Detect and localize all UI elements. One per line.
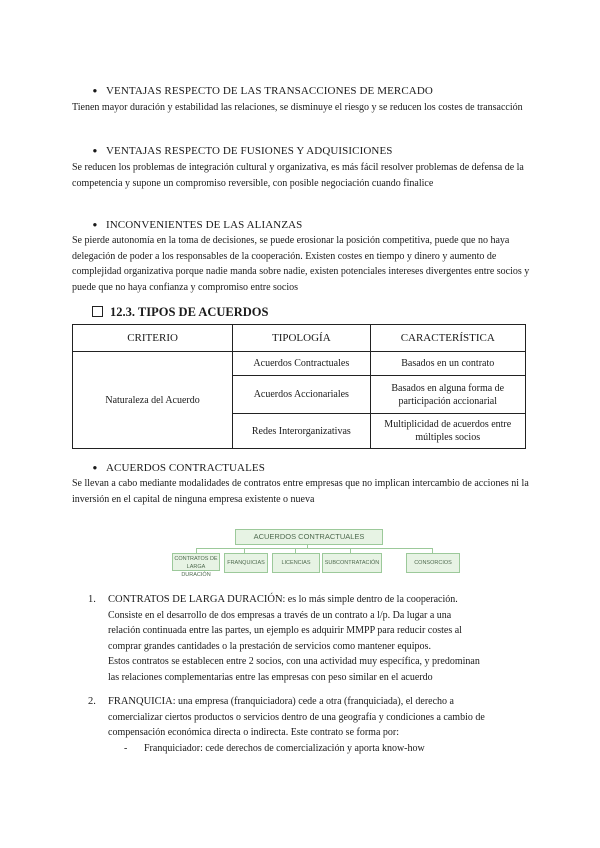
header-tipologia: TIPOLOGÍA [233, 325, 370, 352]
list-item-title: FRANQUICIA [108, 696, 173, 707]
diagram-root: ACUERDOS CONTRACTUALES [235, 529, 383, 545]
page-heading: 12.3. TIPOS DE ACUERDOS [92, 305, 268, 320]
list-item-title: CONTRATOS DE LARGA DURACIÓN [108, 594, 283, 605]
diagram-child: CONSORCIOS [406, 553, 460, 573]
diagram-child: LICENCIAS [272, 553, 320, 573]
bullet-icon: ● [92, 220, 98, 229]
section-body-drawbacks: Se pierde autonomía en la toma de decisiones, se puede erosionar la posición competitiva, puede que no haya delegación de poder a los responsables de la cooperación. Existen costes en tiempo y dinero y aumento de complejidad organizativa porque nadie manda sobre nadie, existen potenciales intereses divergentes entre socios y puede que no haya confianza y compromiso entre socios [72, 235, 530, 293]
diagram-connector [196, 548, 432, 549]
tipologia-cell: Redes Interorganizativas [233, 414, 370, 449]
tipologia-cell: Acuerdos Accionariales [233, 376, 370, 414]
header-criterio: CRITERIO [73, 325, 233, 352]
caracteristica-cell: Multiplicidad de acuerdos entre múltiples socios [370, 414, 526, 449]
bullet-icon: ● [92, 463, 98, 472]
diagram-child: FRANQUICIAS [224, 553, 268, 573]
section-body-contractual: Se llevan a cabo mediante modalidades de contratos entre empresas que no implican intercambio de acciones ni la inversión en el capital de ninguna empresa existente o nueva [72, 478, 529, 505]
section-title-drawbacks: ● INCONVENIENTES DE LAS ALIANZAS [106, 219, 302, 231]
caracteristica-cell: Basados en alguna forma de participación accionarial [370, 376, 526, 414]
table-header-row [73, 325, 526, 352]
header-caracteristica: CARACTERÍSTICA [370, 325, 526, 352]
list-number: 2. [88, 696, 96, 707]
diagram-child: SUBCONTRATACIÓN [322, 553, 382, 573]
bullet-icon: ● [92, 146, 98, 155]
checkbox-square-icon [92, 306, 103, 317]
caracteristica-cell: Basados en un contrato [370, 352, 526, 376]
tipologia-cell: Acuerdos Contractuales [233, 352, 370, 376]
agreements-table [72, 324, 526, 449]
list-number: 1. [88, 594, 96, 605]
diagram-child: CONTRATOS DE LARGA DURACIÓN [172, 553, 220, 571]
section-title-mergers: ● VENTAJAS RESPECTO DE FUSIONES Y ADQUISICIONES [106, 145, 393, 157]
sub-item: - Franquiciador: cede derechos de comercialización y aporta know-how [108, 741, 538, 757]
dash-bullet: - [124, 742, 128, 754]
table-row [73, 352, 526, 376]
bullet-icon: ● [92, 86, 98, 95]
criterion-cell: Naturaleza del Acuerdo [73, 352, 233, 449]
section-body-market: Tienen mayor duración y estabilidad las relaciones, se disminuye el riesgo y se reducen los costes de transacción [72, 102, 523, 113]
section-body-mergers: Se reducen los problemas de integración cultural y organizativa, es más fácil resolver problemas de defensa de la competencia y supone un compromiso reversible, con posible negociación cuando finalice [72, 162, 524, 189]
section-title-market: ● VENTAJAS RESPECTO DE LAS TRANSACCIONES DE MERCADO [106, 85, 433, 97]
section-title-contractual: ● ACUERDOS CONTRACTUALES [106, 462, 265, 474]
